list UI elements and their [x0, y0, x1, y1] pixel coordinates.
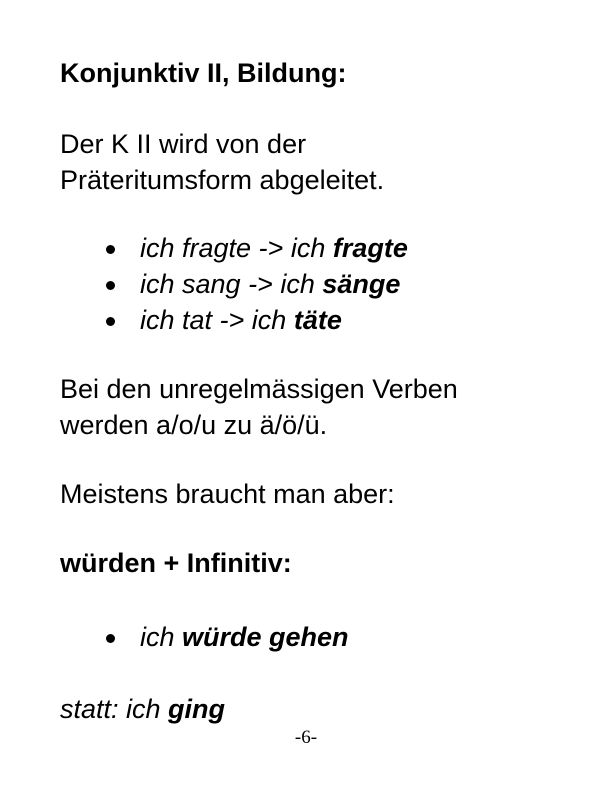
irregular-line-2: werden a/o/u zu ä/ö/ü. — [60, 410, 328, 440]
subheading: würden + Infinitiv: — [60, 548, 292, 578]
example-form: sänge — [322, 269, 401, 299]
example-text: ich tat -> ich — [140, 305, 294, 335]
intro-line-2: Präteritumsform abgeleitet. — [60, 165, 385, 195]
instead-form: ging — [168, 694, 226, 724]
bullet-icon — [106, 317, 115, 326]
example-form: täte — [293, 305, 342, 335]
bullet-icon — [106, 281, 115, 290]
page-heading: Konjunktiv II, Bildung: — [60, 58, 347, 88]
mostly-text: Meistens braucht man aber: — [60, 479, 395, 509]
example-text: ich — [140, 622, 183, 652]
bullet-icon — [106, 634, 115, 643]
page-number: -6- — [294, 727, 318, 748]
instead-prefix: statt: ich — [60, 694, 169, 724]
example-text: ich sang -> ich — [140, 269, 323, 299]
example-form: würde gehen — [182, 622, 349, 652]
bullet-icon — [106, 245, 115, 254]
example-form: fragte — [332, 233, 408, 263]
intro-line-1: Der K II wird von der — [60, 129, 307, 159]
instead-text — [60, 693, 225, 725]
example-text: ich fragte -> ich — [140, 233, 333, 263]
irregular-line-1: Bei den unregelmässigen Verben — [60, 374, 458, 404]
